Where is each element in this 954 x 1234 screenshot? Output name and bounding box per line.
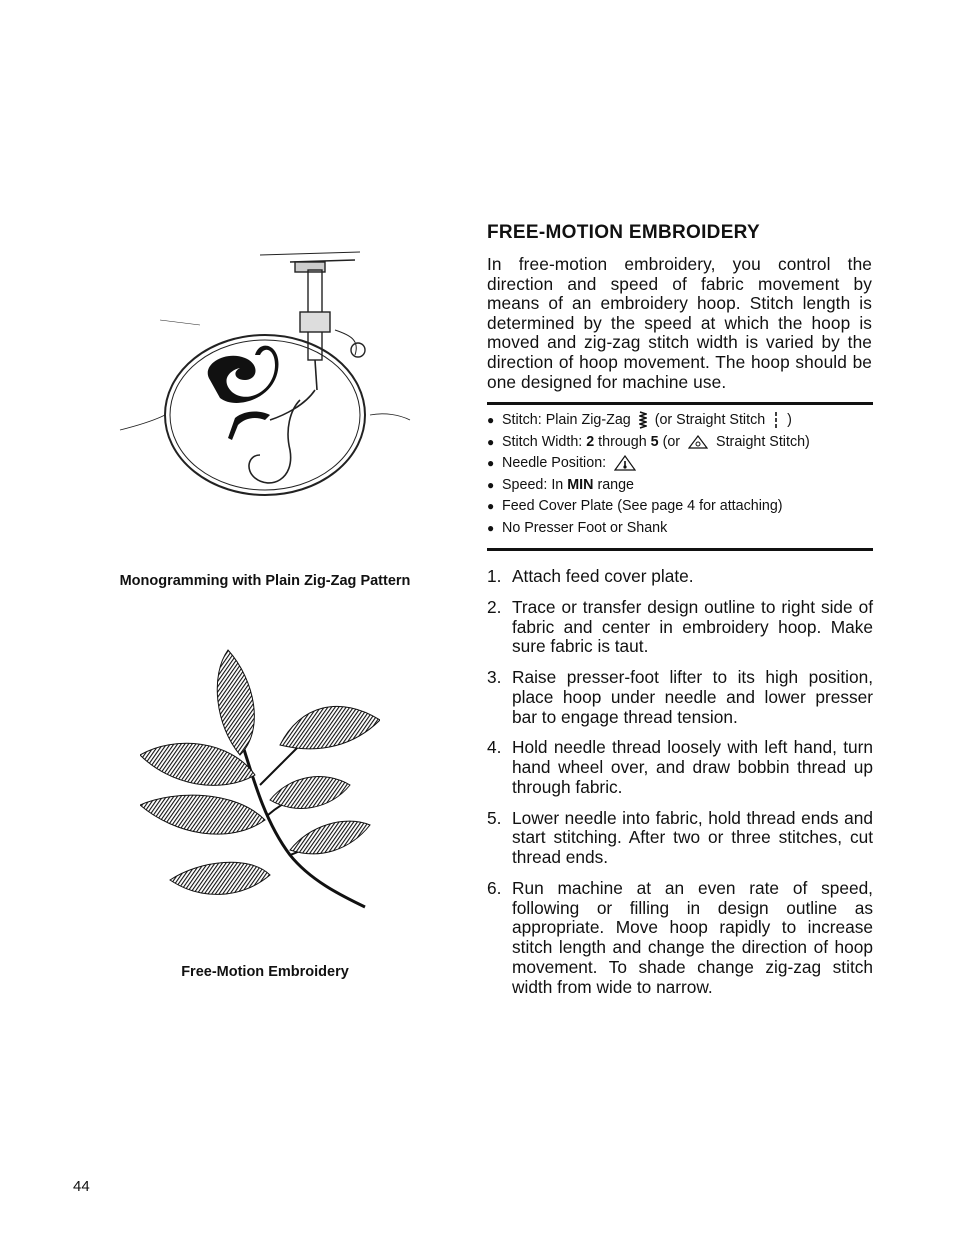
- bullet-icon: ●: [487, 413, 495, 427]
- bullet-icon: ●: [487, 434, 495, 449]
- step-item: 6. Run machine at an even rate of speed, following or filling in design outline as appropriate. Move hoop rapidly to increase stitch length and change the direction of hoop movement. To shade change zig-zag stitch width from wide to narrow.: [487, 878, 873, 997]
- setting-no-presser: ● No Presser Foot or Shank: [487, 518, 877, 540]
- bullet-icon: ●: [487, 477, 495, 492]
- figure-caption-monogram: Monogramming with Plain Zig-Zag Pattern: [119, 573, 411, 589]
- setting-needle-position: ● Needle Position:: [487, 453, 877, 475]
- leaf-branch-illustration: [140, 645, 380, 915]
- instruction-steps: [487, 567, 873, 1008]
- straight-stitch-icon: [773, 411, 779, 429]
- setting-stitch-width: ● Stitch Width: 2 through 5 (or Straight Stitch): [487, 432, 877, 454]
- step-item: 1. Attach feed cover plate.: [487, 566, 694, 586]
- step-item: 2. Trace or transfer design outline to right side of fabric and center in embroidery hoop. Make sure fabric is taut.: [487, 596, 873, 657]
- zigzag-stitch-icon: [639, 411, 647, 429]
- bullet-icon: ●: [487, 520, 495, 535]
- stitch-width-symbol-icon: [688, 435, 708, 449]
- bullet-icon: ●: [487, 499, 495, 513]
- settings-top-rule: [487, 402, 873, 405]
- step-item: 5. Lower needle into fabric, hold thread ends and start stitching. After two or three stitches, cut thread ends.: [487, 807, 873, 868]
- setting-speed: ● Speed: In MIN range: [487, 475, 877, 497]
- needle-position-symbol-icon: [614, 455, 636, 471]
- setting-feed-cover: ● Feed Cover Plate (See page 4 for attaching): [487, 496, 877, 518]
- setting-stitch: ● Stitch: Plain Zig-Zag (or Straight Stitch ): [487, 410, 877, 432]
- step-item: 4. Hold needle thread loosely with left hand, turn hand wheel over, and draw bobbin thread up through fabric.: [487, 737, 873, 797]
- bullet-icon: ●: [487, 456, 495, 470]
- intro-paragraph: In free-motion embroidery, you control the direction and speed of fabric movement by means of an embroidery hoop. Stitch length is determined by the speed at which the hoop is moved and zig-zag stitch width is varied by the direction of hoop movement. The hoop should be one designed for machine use.: [487, 254, 872, 392]
- page-number: 44: [73, 1178, 90, 1195]
- monogram-hoop-illustration: [110, 240, 420, 540]
- machine-settings-list: [487, 410, 877, 539]
- figure-caption-leaf: Free-Motion Embroidery: [181, 964, 349, 980]
- section-heading: FREE-MOTION EMBROIDERY: [487, 222, 760, 243]
- step-item: 3. Raise presser-foot lifter to its high position, place hoop under needle and lower presser bar to engage thread tension.: [487, 667, 873, 727]
- settings-bottom-rule: [487, 548, 873, 551]
